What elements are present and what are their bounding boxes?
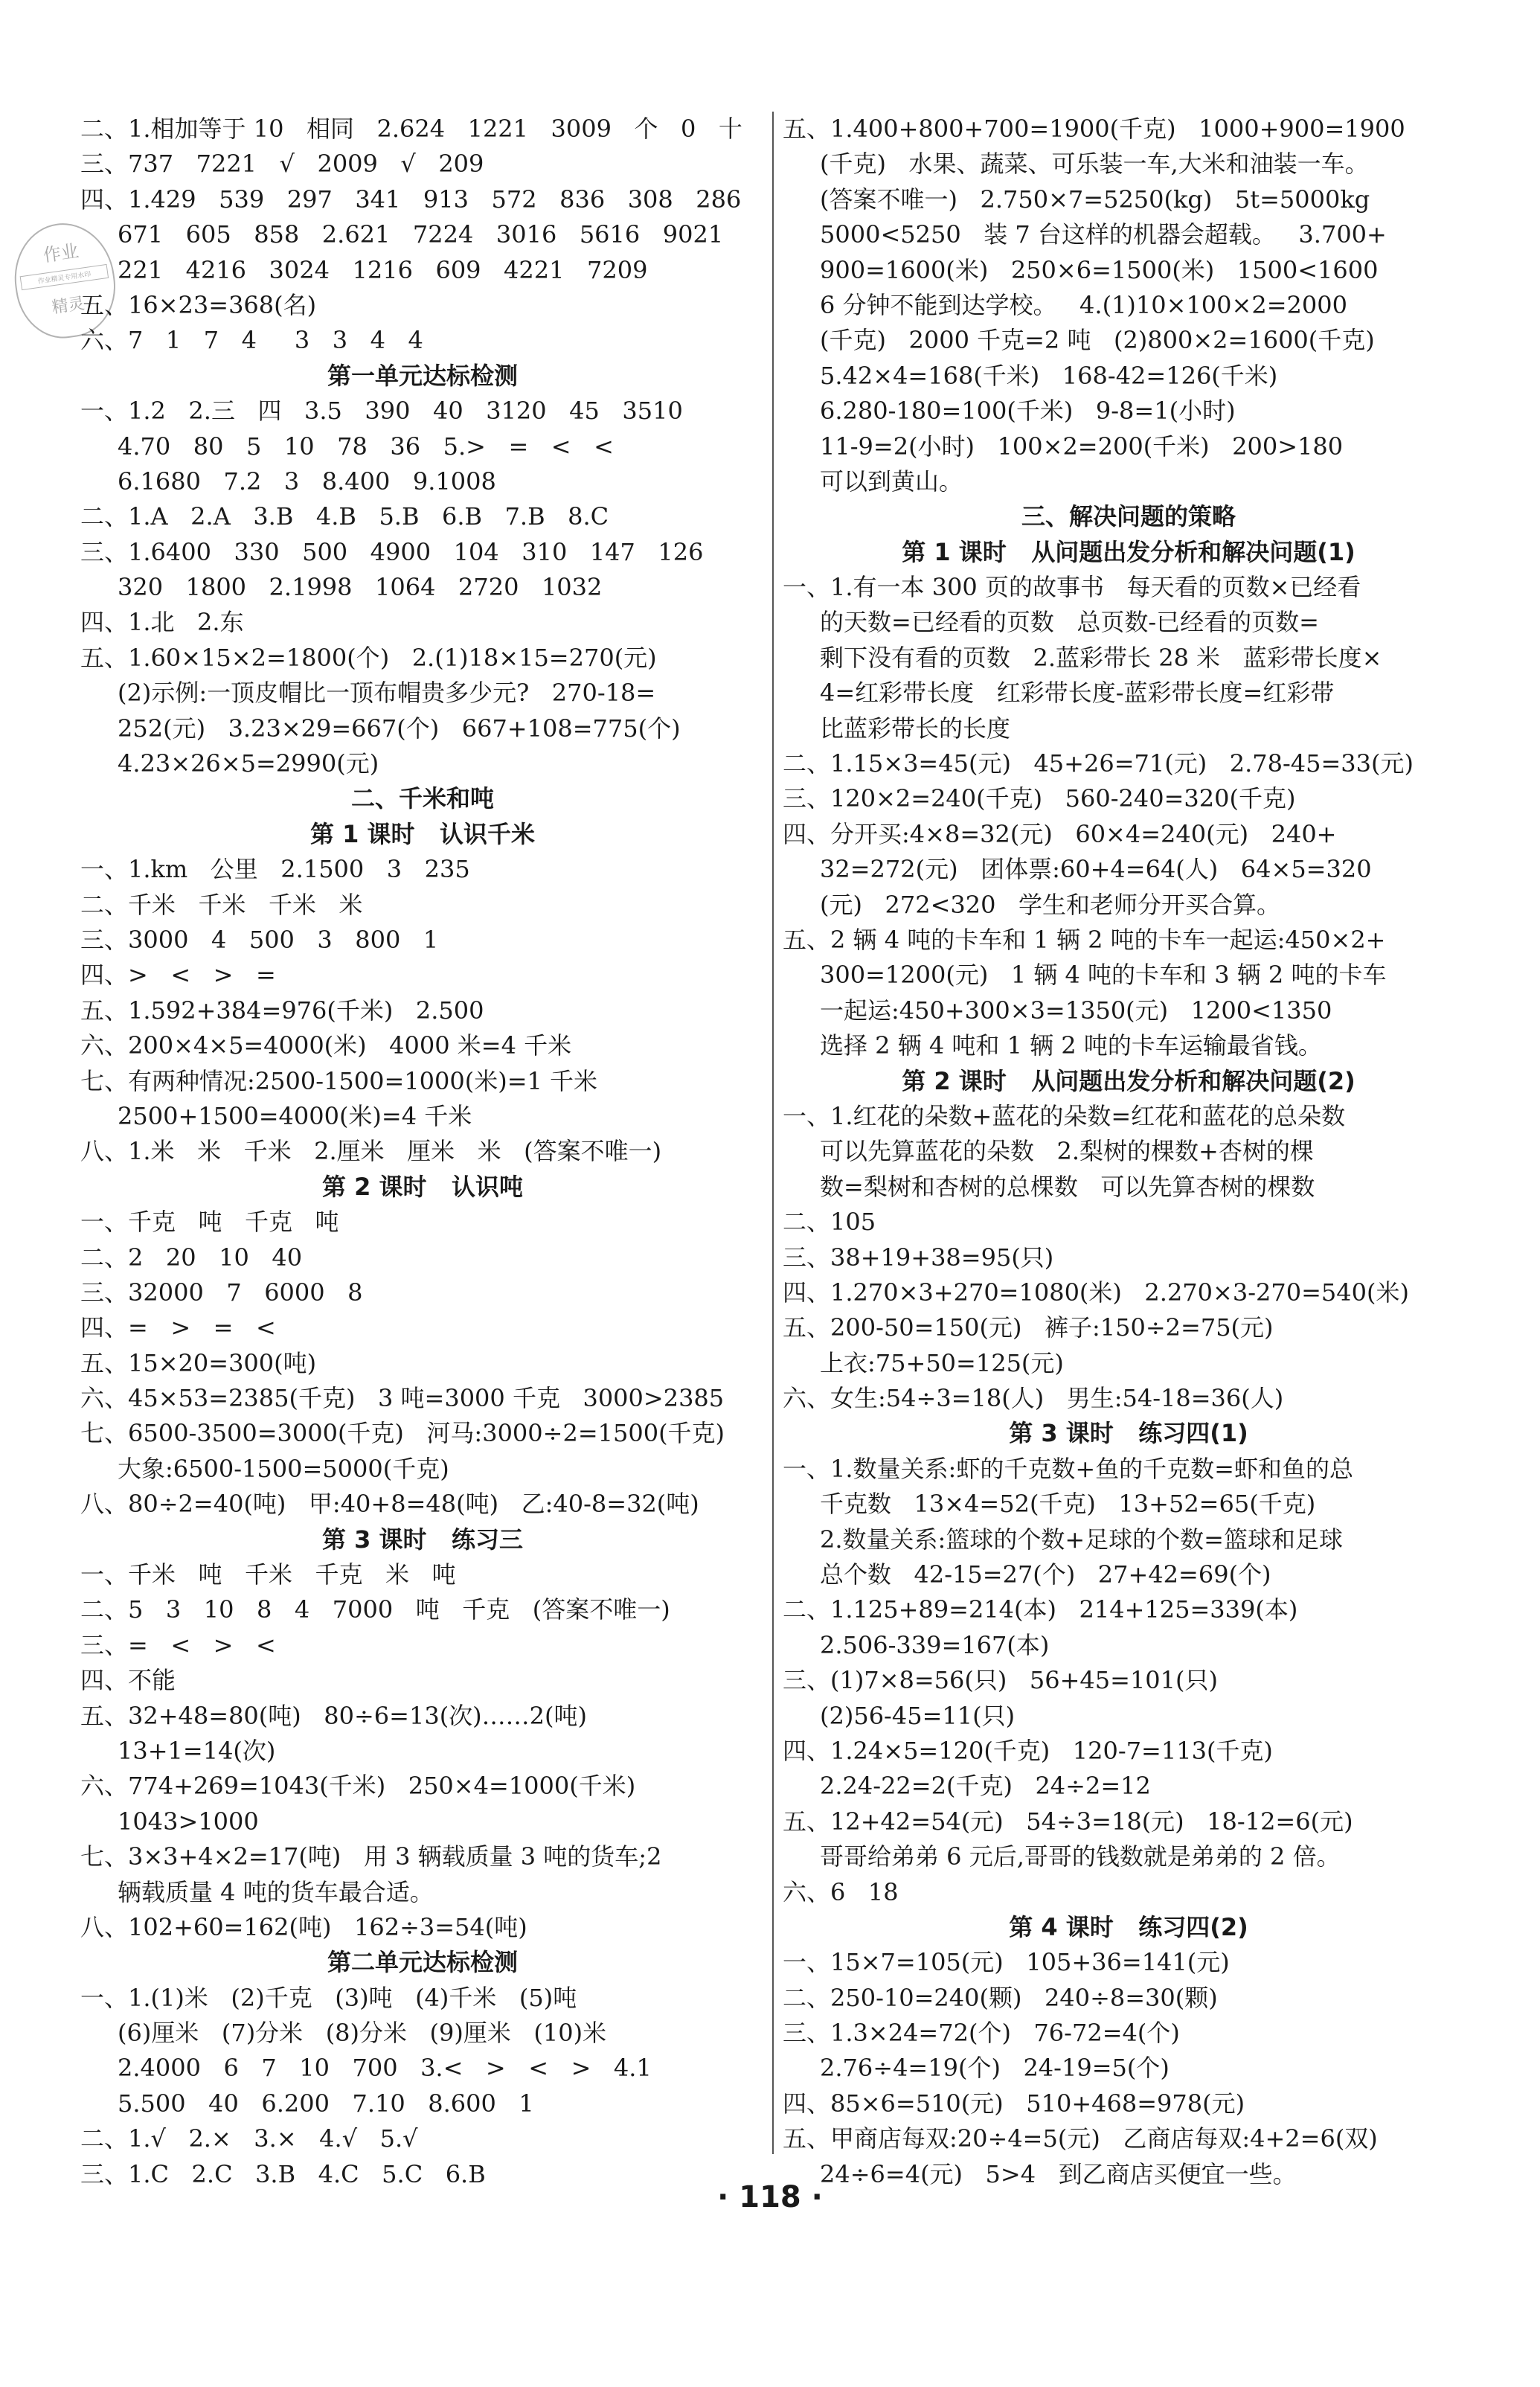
answer-line: 二、250-10=240(颗) 240÷8=30(颗)	[783, 1983, 1218, 2012]
answer-line: 二、1.125+89=214(本) 214+125=339(本)	[783, 1595, 1298, 1624]
column-divider	[772, 112, 774, 2154]
answer-line: 5000<5250 装 7 台这样的机器会超载。 3.700+	[820, 220, 1387, 249]
answer-line: 6 分钟不能到达学校。 4.(1)10×100×2=2000	[820, 290, 1347, 319]
answer-line: 六、45×53=2385(千克) 3 吨=3000 千克 3000>2385	[80, 1384, 725, 1413]
answer-line: 四、1.24×5=120(千克) 120-7=113(千克)	[783, 1736, 1273, 1765]
answer-line: 的天数=已经看的页数 总页数-已经看的页数=	[820, 608, 1319, 637]
answer-line: 三、32000 7 6000 8	[80, 1278, 363, 1307]
answer-line: 2.76÷4=19(个) 24-19=5(个)	[820, 2054, 1170, 2083]
answer-line: 二、1.相加等于 10 相同 2.624 1221 3009 个 0 十	[80, 115, 742, 143]
answer-line: 三、737 7221 √ 2009 √ 209	[80, 150, 484, 179]
section-heading: 第 1 课时 认识千米	[310, 819, 535, 848]
section-heading: 第 3 课时 练习三	[322, 1525, 523, 1554]
answer-line: 11-9=2(小时) 100×2=200(千米) 200>180	[820, 432, 1344, 461]
answer-line: 5.42×4=168(千米) 168-42=126(千米)	[820, 361, 1278, 390]
answer-line: 三、1.3×24=72(个) 76-72=4(个)	[783, 2019, 1180, 2048]
answer-line: 四、不能	[80, 1666, 176, 1695]
answer-line: 五、15×20=300(吨)	[80, 1348, 317, 1377]
answer-line: 一、1.2 2.三 四 3.5 390 40 3120 45 3510	[80, 397, 683, 426]
answer-line: 六、774+269=1043(千米) 250×4=1000(千米)	[80, 1772, 636, 1801]
answer-line: 252(元) 3.23×29=667(个) 667+108=775(个)	[118, 714, 681, 743]
answer-line: 二、1.A 2.A 3.B 4.B 5.B 6.B 7.B 8.C	[80, 502, 609, 531]
answer-line: (答案不唯一) 2.750×7=5250(kg) 5t=5000kg	[820, 185, 1370, 214]
answer-line: 五、1.60×15×2=1800(个) 2.(1)18×15=270(元)	[80, 643, 657, 672]
answer-line: 大象:6500-1500=5000(千克)	[118, 1454, 449, 1483]
answer-line: 四、> < > =	[80, 961, 276, 990]
answer-line: 比蓝彩带长的长度	[820, 714, 1011, 743]
answer-line: 五、16×23=368(名)	[80, 290, 317, 319]
answer-line: 上衣:75+50=125(元)	[820, 1348, 1064, 1377]
answer-line: 辆载质量 4 吨的货车最合适。	[118, 1877, 434, 1906]
answer-line: (2)示例:一顶皮帽比一顶布帽贵多少元? 270-18=	[118, 679, 656, 708]
answer-line: 2.24-22=2(千克) 24÷2=12	[820, 1772, 1151, 1801]
watermark-line-1: 作业	[42, 240, 80, 266]
answer-line: 千克数 13×4=52(千克) 13+52=65(千克)	[820, 1490, 1316, 1519]
answer-line: (元) 272<320 学生和老师分开买合算。	[820, 890, 1280, 919]
right-column	[783, 112, 1475, 2192]
section-heading: 第 1 课时 从问题出发分析和解决问题(1)	[902, 537, 1355, 566]
answer-line: 一起运:450+300×3=1350(元) 1200<1350	[820, 996, 1332, 1025]
answer-line: 三、1.C 2.C 3.B 4.C 5.C 6.B	[80, 2159, 486, 2188]
answer-line: 一、千米 吨 千米 千克 米 吨	[80, 1560, 456, 1589]
answer-line: 三、= < > <	[80, 1630, 276, 1659]
answer-line: 六、7 1 7 4 3 3 4 4	[80, 326, 423, 355]
answer-line: 24÷6=4(元) 5>4 到乙商店买便宜一些。	[820, 2159, 1297, 2188]
answer-line: 三、1.6400 330 500 4900 104 310 147 126	[80, 537, 704, 566]
section-heading: 第 2 课时 从问题出发分析和解决问题(2)	[902, 1066, 1355, 1095]
section-heading: 第 4 课时 练习四(2)	[1009, 1912, 1248, 1941]
answer-line: 六、6 18	[783, 1877, 899, 1906]
answer-line: 一、1.数量关系:虾的千克数+鱼的千克数=虾和鱼的总	[783, 1454, 1353, 1483]
answer-line: 4.70 80 5 10 78 36 5.> = < <	[118, 432, 614, 461]
answer-line: 2.数量关系:篮球的个数+足球的个数=篮球和足球	[820, 1525, 1343, 1554]
answer-line: 一、1.km 公里 2.1500 3 235	[80, 855, 470, 884]
answer-line: 八、102+60=162(吨) 162÷3=54(吨)	[80, 1912, 527, 1941]
answer-line: 四、= > = <	[80, 1313, 276, 1342]
answer-line: 四、85×6=510(元) 510+468=978(元)	[783, 2089, 1245, 2118]
answer-line: 2.506-339=167(本)	[820, 1630, 1050, 1659]
answer-line: 五、甲商店每双:20÷4=5(元) 乙商店每双:4+2=6(双)	[783, 2124, 1378, 2153]
answer-line: 6.280-180=100(千米) 9-8=1(小时)	[820, 397, 1236, 426]
answer-line: 四、分开买:4×8=32(元) 60×4=240(元) 240+	[783, 819, 1337, 848]
answer-line: 2.4000 6 7 10 700 3.< > < > 4.1	[118, 2054, 652, 2083]
answer-line: 671 605 858 2.621 7224 3016 5616 9021	[118, 220, 724, 249]
watermark-line-2: 作业精灵专用水印	[20, 264, 109, 290]
answer-line: (千克) 水果、蔬菜、可乐装一车,大米和油装一车。	[820, 150, 1369, 179]
section-heading: 三、解决问题的策略	[1021, 502, 1236, 531]
answer-line: 二、千米 千米 千米 米	[80, 890, 363, 919]
answer-line: 四、1.北 2.东	[80, 608, 244, 637]
answer-line: 总个数 42-15=27(个) 27+42=69(个)	[820, 1560, 1271, 1589]
answer-line: 八、1.米 米 千米 2.厘米 厘米 米 (答案不唯一)	[80, 1137, 662, 1166]
answer-line: 4.23×26×5=2990(元)	[118, 749, 379, 778]
answer-line: 13+1=14(次)	[118, 1736, 276, 1765]
answer-line: 可以先算蓝花的朵数 2.梨树的棵数+杏树的棵	[820, 1137, 1314, 1166]
answer-line: 6.1680 7.2 3 8.400 9.1008	[118, 467, 496, 496]
answer-line: 320 1800 2.1998 1064 2720 1032	[118, 573, 603, 602]
answer-line: 2500+1500=4000(米)=4 千米	[118, 1101, 472, 1130]
page-number: · 118 ·	[717, 2180, 823, 2214]
answer-line: 1043>1000	[118, 1807, 259, 1836]
answer-line: 二、5 3 10 8 4 7000 吨 千克 (答案不唯一)	[80, 1595, 670, 1624]
answer-line: 二、105	[783, 1208, 876, 1237]
answer-line: 二、2 20 10 40	[80, 1243, 303, 1272]
section-heading: 二、千米和吨	[350, 784, 494, 813]
answer-line: 选择 2 辆 4 吨和 1 辆 2 吨的卡车运输最省钱。	[820, 1031, 1322, 1060]
section-heading: 第 2 课时 认识吨	[322, 1172, 523, 1201]
answer-line: (6)厘米 (7)分米 (8)分米 (9)厘米 (10)米	[118, 2019, 607, 2048]
answer-line: (千克) 2000 千克=2 吨 (2)800×2=1600(千克)	[820, 326, 1375, 355]
answer-line: 四、1.429 539 297 341 913 572 836 308 286	[80, 185, 742, 214]
answer-line: 221 4216 3024 1216 609 4221 7209	[118, 255, 648, 284]
answer-line: 三、120×2=240(千克) 560-240=320(千克)	[783, 784, 1296, 813]
answer-line: 剩下没有看的页数 2.蓝彩带长 28 米 蓝彩带长度×	[820, 643, 1382, 672]
answer-line: 300=1200(元) 1 辆 4 吨的卡车和 3 辆 2 吨的卡车	[820, 961, 1387, 990]
section-heading: 第一单元达标检测	[327, 361, 518, 390]
answer-line: 七、6500-3500=3000(千克) 河马:3000÷2=1500(千克)	[80, 1419, 725, 1448]
answer-line: 七、3×3+4×2=17(吨) 用 3 辆载质量 3 吨的货车;2	[80, 1842, 662, 1871]
section-heading: 第 3 课时 练习四(1)	[1009, 1419, 1248, 1448]
answer-line: 5.500 40 6.200 7.10 8.600 1	[118, 2089, 534, 2118]
answer-line: 哥哥给弟弟 6 元后,哥哥的钱数就是弟弟的 2 倍。	[820, 1842, 1341, 1871]
answer-line: 六、200×4×5=4000(米) 4000 米=4 千米	[80, 1031, 572, 1060]
answer-line: 可以到黄山。	[820, 467, 963, 496]
answer-line: 三、3000 4 500 3 800 1	[80, 925, 439, 954]
answer-line: 三、38+19+38=95(只)	[783, 1243, 1054, 1272]
section-heading: 第二单元达标检测	[327, 1948, 518, 1977]
answer-line: 五、1.400+800+700=1900(千克) 1000+900=1900	[783, 115, 1405, 143]
answer-line: 一、1.红花的朵数+蓝花的朵数=红花和蓝花的总朵数	[783, 1101, 1346, 1130]
answer-line: 五、2 辆 4 吨的卡车和 1 辆 2 吨的卡车一起运:450×2+	[783, 925, 1386, 954]
answer-line: 五、32+48=80(吨) 80÷6=13(次)……2(吨)	[80, 1701, 587, 1730]
answer-line: 二、1.√ 2.× 3.× 4.√ 5.√	[80, 2124, 418, 2153]
answer-line: 900=1600(米) 250×6=1500(米) 1500<1600	[820, 255, 1379, 284]
answer-line: 一、千克 吨 千克 吨	[80, 1208, 339, 1237]
answer-line: 二、1.15×3=45(元) 45+26=71(元) 2.78-45=33(元)	[783, 749, 1414, 778]
answer-line: 数=梨树和杏树的总棵数 可以先算杏树的棵数	[820, 1172, 1315, 1201]
answer-line: 一、1.(1)米 (2)千克 (3)吨 (4)千米 (5)吨	[80, 1983, 577, 2012]
left-column	[80, 112, 765, 2192]
answer-line: 4=红彩带长度 红彩带长度-蓝彩带长度=红彩带	[820, 679, 1335, 708]
answer-line: 三、(1)7×8=56(只) 56+45=101(只)	[783, 1666, 1218, 1695]
answer-line: 32=272(元) 团体票:60+4=64(人) 64×5=320	[820, 855, 1372, 884]
answer-line: 六、女生:54÷3=18(人) 男生:54-18=36(人)	[783, 1384, 1284, 1413]
answer-line: 四、1.270×3+270=1080(米) 2.270×3-270=540(米)	[783, 1278, 1409, 1307]
answer-line: 七、有两种情况:2500-1500=1000(米)=1 千米	[80, 1066, 598, 1095]
answer-line: 一、15×7=105(元) 105+36=141(元)	[783, 1948, 1230, 1977]
answer-line: 五、1.592+384=976(千米) 2.500	[80, 996, 484, 1025]
answer-line: 一、1.有一本 300 页的故事书 每天看的页数×已经看	[783, 573, 1361, 602]
answer-line: (2)56-45=11(只)	[820, 1701, 1016, 1730]
watermark-line-3: 精灵	[51, 294, 86, 318]
answer-line: 八、80÷2=40(吨) 甲:40+8=48(吨) 乙:40-8=32(吨)	[80, 1490, 699, 1519]
answer-line: 五、200-50=150(元) 裤子:150÷2=75(元)	[783, 1313, 1274, 1342]
answer-line: 五、12+42=54(元) 54÷3=18(元) 18-12=6(元)	[783, 1807, 1353, 1836]
